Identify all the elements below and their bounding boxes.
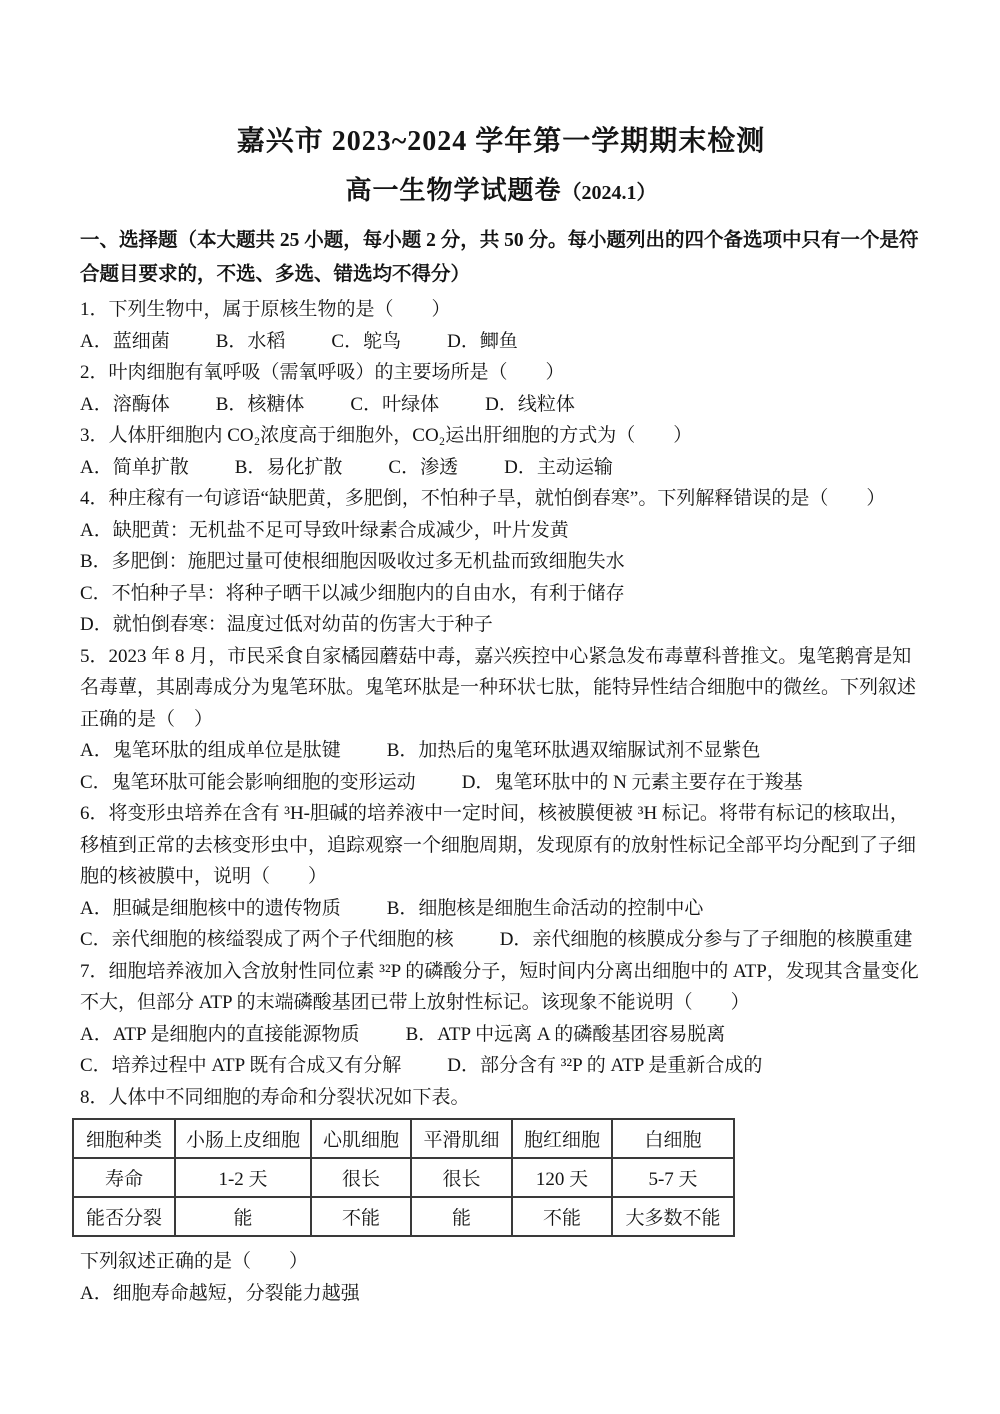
option-item: A．ATP 是细胞内的直接能源物质	[80, 1023, 360, 1045]
options-row	[80, 924, 922, 956]
table-cell: 能	[175, 1197, 311, 1236]
option-item: D．亲代细胞的核膜成分参与了子细胞的核膜重建	[499, 929, 913, 950]
option-item: C．培养过程中 ATP 既有合成又有分解	[80, 1055, 402, 1076]
option-item: D．主动运输	[504, 456, 613, 478]
table-cell: 不能	[311, 1197, 411, 1236]
table-cell: 小肠上皮细胞	[175, 1119, 311, 1158]
option-item: C．不怕种子旱：将种子晒干以减少细胞内的自由水，有利于储存	[80, 582, 625, 604]
option-item: D．就怕倒春寒：温度过低对幼苗的伤害大于种子	[80, 614, 493, 635]
table-cell: 平滑肌细	[411, 1119, 512, 1158]
table-cell: 心肌细胞	[311, 1119, 411, 1158]
options-row	[80, 546, 922, 578]
table-cell: 细胞种类	[73, 1119, 175, 1158]
table-cell: 很长	[311, 1158, 411, 1197]
question-stem: 2．叶肉细胞有氧呼吸（需氧呼吸）的主要场所是（ ）	[80, 362, 565, 383]
options-row	[80, 515, 922, 547]
table-cell: 能否分裂	[73, 1197, 175, 1236]
options-row	[80, 609, 922, 641]
table-cell: 胞红细胞	[512, 1119, 612, 1158]
table-cell: 大多数不能	[612, 1197, 734, 1236]
option-item: A．简单扩散	[80, 456, 189, 478]
option-item: C．渗透	[388, 456, 459, 478]
options-row	[80, 1050, 922, 1082]
options-row	[80, 1278, 922, 1310]
option-item: B．易化扩散	[234, 456, 343, 478]
option-item: D．鬼笔环肽中的 N 元素主要存在于羧基	[461, 771, 803, 793]
page-subtitle	[80, 176, 922, 208]
options-row	[80, 1019, 922, 1051]
options-row	[80, 893, 922, 925]
options-row	[80, 578, 922, 610]
option-item: B．ATP 中远离 A 的磷酸基团容易脱离	[405, 1023, 726, 1045]
table-cell: 120 天	[512, 1158, 612, 1197]
option-item: B．加热后的鬼笔环肽遇双缩脲试剂不显紫色	[386, 740, 761, 761]
option-item: C．鬼笔环肽可能会影响细胞的变形运动	[80, 771, 416, 793]
options-row	[80, 767, 922, 799]
option-item: A．鬼笔环肽的组成单位是肽键	[80, 740, 341, 761]
table-cell: 寿命	[73, 1158, 175, 1197]
question-stem: 5．2023 年 8 月，市民采食自家橘园蘑菇中毒，嘉兴疾控中心紧急发布毒蕈科普推文。鬼笔鹅膏是知名毒蕈，其剧毒成分为鬼笔环肽。鬼笔环肽是一种环状七肽，能特异性结合细胞中的微丝。下列叙述正确的是（ ）	[80, 645, 917, 730]
table-row	[73, 1197, 734, 1236]
section-instructions: 一、选择题（本大题共 25 小题，每小题 2 分，共 50 分。每小题列出的四个备选项中只有一个是符合题目要求的，不选、多选、错选均不得分）	[80, 230, 919, 285]
table-cell: 1-2 天	[175, 1158, 311, 1197]
questions-container	[80, 294, 922, 1309]
option-item: D．线粒体	[485, 393, 575, 415]
table-row	[73, 1119, 734, 1158]
question-stem-continued: 下列叙述正确的是（ ）	[80, 1251, 309, 1272]
option-item: D．鲫鱼	[447, 330, 518, 352]
option-item: A．溶酶体	[80, 393, 170, 415]
options-row	[80, 326, 922, 358]
subtitle-text: 高一生物学试题卷	[345, 176, 562, 205]
question-stem: 8．人体中不同细胞的寿命和分裂状况如下表。	[80, 1086, 470, 1108]
option-item: B．核糖体	[215, 393, 305, 415]
question-stem: 1．下列生物中，属于原核生物的是（ ）	[80, 299, 451, 320]
option-item: A．胆碱是细胞核中的遗传物质	[80, 897, 341, 919]
question-stem: 7．细胞培养液加入含放射性同位素 ³²P 的磷酸分子，短时间内分离出细胞中的 ATP，发现其含量变化不大，但部分 ATP 的末端磷酸基团已带上放射性标记。该现象不能说明（ ）	[80, 960, 919, 1013]
option-item: A．细胞寿命越短，分裂能力越强	[80, 1282, 360, 1304]
table-row	[73, 1158, 734, 1197]
options-row	[80, 389, 922, 421]
exam-edition: （2024.1）	[561, 182, 657, 204]
table-cell: 5-7 天	[612, 1158, 734, 1197]
option-item: A．蓝细菌	[80, 330, 170, 352]
option-item: D．部分含有 ³²P 的 ATP 是重新合成的	[447, 1055, 763, 1076]
option-item: B．多肥倒：施肥过量可使根细胞因吸收过多无机盐而致细胞失水	[80, 551, 625, 572]
table-cell: 能	[411, 1197, 512, 1236]
table-cell: 白细胞	[612, 1119, 734, 1158]
option-item: C．叶绿体	[350, 393, 440, 415]
cell-lifespan-table	[72, 1118, 735, 1237]
options-row	[80, 452, 922, 484]
option-item: A．缺肥黄：无机盐不足可导致叶绿素合成减少，叶片发黄	[80, 519, 569, 541]
options-row	[80, 735, 922, 767]
question-stem: 3．人体肝细胞内 CO₂浓度高于细胞外，CO₂运出肝细胞的方式为（ ）	[80, 425, 693, 446]
option-item: B．细胞核是细胞生命活动的控制中心	[386, 897, 704, 919]
option-item: B．水稻	[215, 330, 286, 352]
option-item: C．亲代细胞的核缢裂成了两个子代细胞的核	[80, 929, 454, 950]
question-stem: 6．将变形虫培养在含有 ³H-胆碱的培养液中一定时间，核被膜便被 ³H 标记。将带有标记的核取出，移植到正常的去核变形虫中，追踪观察一个细胞周期，发现原有的放射性标记全部平均分配到了子细胞的核被膜中，说明（ ）	[80, 803, 917, 887]
table-cell: 很长	[411, 1158, 512, 1197]
table-cell: 不能	[512, 1197, 612, 1236]
question-stem: 4．种庄稼有一句谚语“缺肥黄，多肥倒，不怕种子旱，就怕倒春寒”。下列解释错误的是（ ）	[80, 488, 886, 509]
option-item: C．鸵鸟	[331, 330, 402, 352]
page-title: 嘉兴市 2023~2024 学年第一学期期末检测	[236, 126, 766, 157]
